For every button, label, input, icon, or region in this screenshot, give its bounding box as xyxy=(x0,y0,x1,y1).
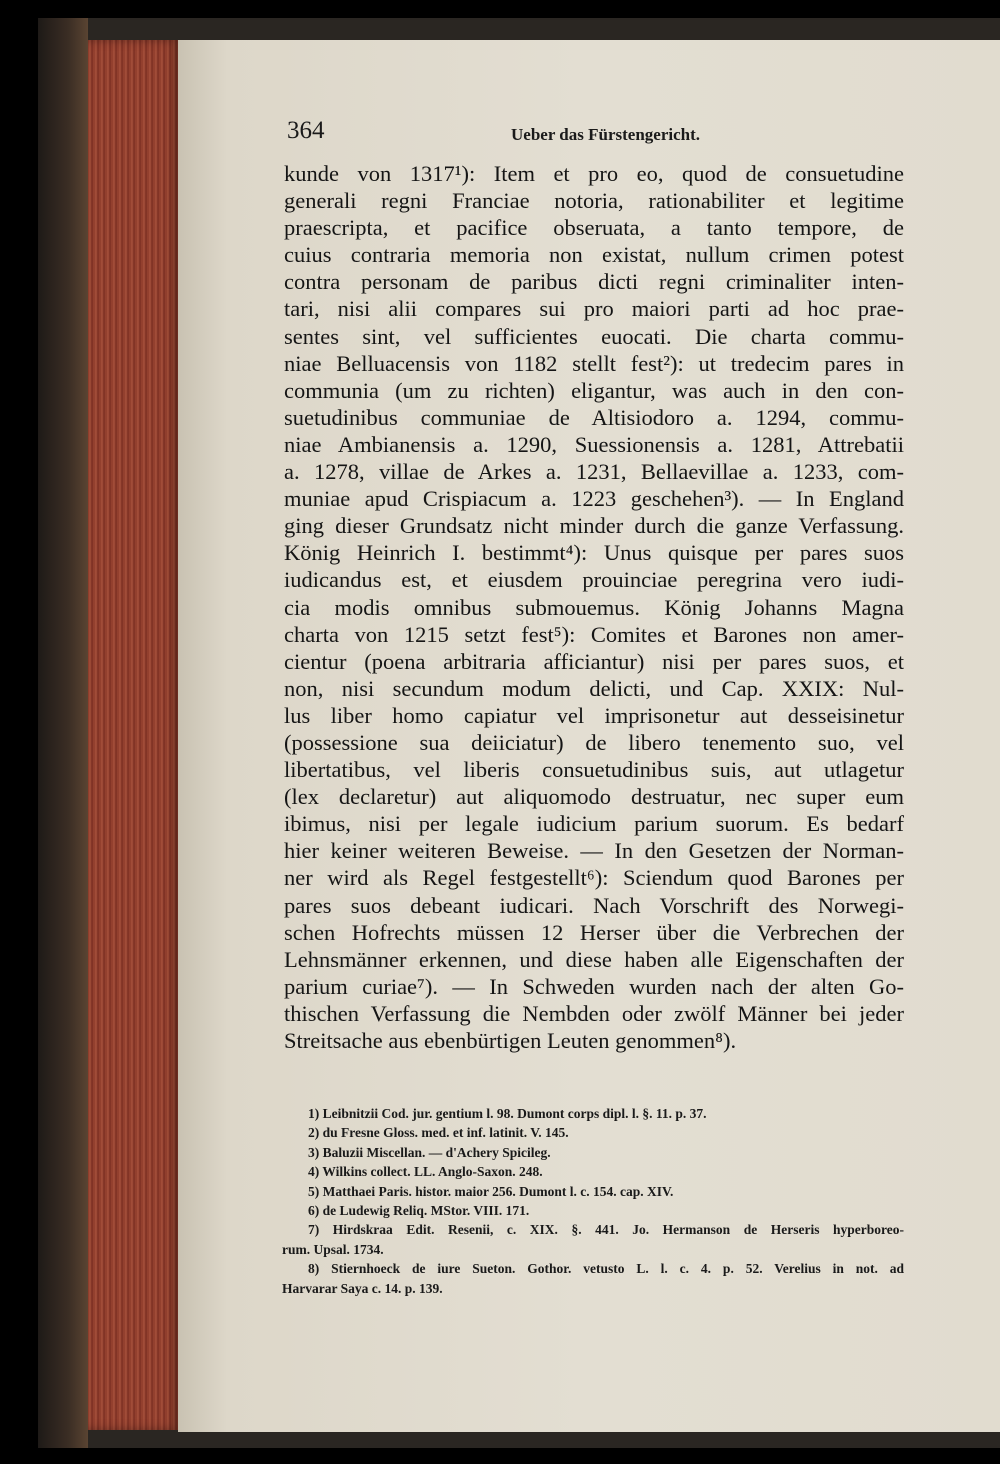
footnote-1: 1) Leibnitzii Cod. jur. gentium l. 98. Dumont corps dipl. l. §. 11. p. 37. xyxy=(308,1106,707,1121)
text-line: tari, nisi alii compares sui pro maiori parti ad hoc prae- xyxy=(284,296,904,322)
text-line: Streitsache aus ebenbürtigen Leuten genommen⁸). xyxy=(284,1028,737,1053)
text-line: König Heinrich I. bestimmt⁴): Unus quisque per pares suos xyxy=(284,540,904,566)
footnote-2: 2) du Fresne Gloss. med. et inf. latinit. V. 145. xyxy=(308,1125,569,1141)
text-line: kunde von 1317¹): Item et pro eo, quod de consuetudine xyxy=(284,161,904,186)
text-line: iudicandus est, et eiusdem prouinciae peregrina vero iudi- xyxy=(284,567,904,593)
text-line: thischen Verfassung die Nembden oder zwölf Männer bei jeder xyxy=(284,1000,904,1026)
footnotes xyxy=(282,1104,904,1298)
footnote-4: 4) Wilkins collect. LL. Anglo-Saxon. 248. xyxy=(308,1164,543,1180)
text-line: (lex declaretur) aut aliquomodo destruatur, nec super eum xyxy=(284,784,904,810)
footnote-8: 8) Stiernhoeck de iure Sueton. Gothor. vetusto L. l. c. 4. p. 52. Verelius in not. ad xyxy=(308,1261,904,1277)
book-spine xyxy=(38,18,88,1448)
footnote-8-continued: Harvarar Saya c. 14. p. 139. xyxy=(282,1280,443,1296)
text-line: lus liber homo capiatur vel imprisonetur aut desseisinetur xyxy=(284,702,904,728)
text-line: parium curiae⁷). — In Schweden wurden nach der alten Go- xyxy=(284,973,904,999)
footnote-7-continued: rum. Upsal. 1734. xyxy=(282,1241,384,1257)
text-line: communia (um zu richten) eligantur, was auch in den con- xyxy=(284,377,904,403)
running-head: Ueber das Fürstengericht. xyxy=(511,125,701,144)
text-line: suetudinibus communiae de Altisiodoro a. 1294, commu- xyxy=(284,404,904,430)
text-line: non, nisi secundum modum delicti, und Cap. XXIX: Nul- xyxy=(284,675,904,701)
text-line: cia modis omnibus submouemus. König Johanns Magna xyxy=(284,594,904,620)
text-line: sentes sint, vel sufficientes euocati. Die charta commu- xyxy=(284,323,904,349)
text-line: pares suos debeant iudicari. Nach Vorschrift des Norwegi- xyxy=(284,892,904,918)
text-line: Lehnsmänner erkennen, und diese haben alle Eigenschaften der xyxy=(284,946,904,972)
text-line: charta von 1215 setzt fest⁵): Comites et Barones non amer- xyxy=(284,621,904,647)
footnote-6: 6) de Ludewig Reliq. MStor. VIII. 171. xyxy=(308,1202,530,1218)
text-line: muniae apud Crispiacum a. 1223 geschehen³). — In England xyxy=(284,486,904,512)
text-line: a. 1278, villae de Arkes a. 1231, Bellaevillae a. 1233, com- xyxy=(284,459,904,485)
text-line: cientur (poena arbitraria afficiantur) nisi per pares suos, et xyxy=(284,648,904,674)
footnote-5: 5) Matthaei Paris. histor. maior 256. Dumont l. c. 154. cap. XIV. xyxy=(308,1183,674,1199)
text-line: generali regni Franciae notoria, rationabiliter et legitime xyxy=(284,188,904,214)
text-line: niae Ambianensis a. 1290, Suessionensis a. 1281, Attrebatii xyxy=(284,431,904,457)
text-line: schen Hofrechts müssen 12 Herser über die Verbrechen der xyxy=(284,919,904,945)
page-number: 364 xyxy=(287,117,325,144)
footnote-7: 7) Hirdskraa Edit. Resenii, c. XIX. §. 441. Jo. Hermanson de Herseris hyperboreo- xyxy=(308,1222,904,1238)
text-line: niae Belluacensis von 1182 stellt fest²): ut tredecim pares in xyxy=(284,350,904,376)
text-line: (possessione sua deiiciatur) de libero tenemento suo, vel xyxy=(284,729,904,755)
text-line: cuius contraria memoria non existat, nullum crimen potest xyxy=(284,242,904,268)
text-line: libertatibus, vel liberis consuetudinibus suis, aut utlagetur xyxy=(284,757,904,783)
main-text xyxy=(284,160,904,1054)
text-line: hier keiner weiteren Beweise. — In den Gesetzen der Norman- xyxy=(284,838,904,864)
page-header xyxy=(287,117,907,153)
text-line: praescripta, et pacifice obseruata, a tanto tempore, de xyxy=(284,215,904,241)
text-line: ging dieser Grundsatz nicht minder durch die ganze Verfassung. xyxy=(284,513,904,539)
text-line: ibimus, nisi per legale iudicium parium suorum. Es bedarf xyxy=(284,811,904,837)
footnote-3: 3) Baluzii Miscellan. — d'Achery Spicileg. xyxy=(308,1144,551,1160)
text-line: ner wird als Regel festgestellt⁶): Sciendum quod Barones per xyxy=(284,865,904,891)
text-line: contra personam de paribus dicti regni criminaliter inten- xyxy=(284,269,904,295)
page-edges xyxy=(88,40,180,1430)
